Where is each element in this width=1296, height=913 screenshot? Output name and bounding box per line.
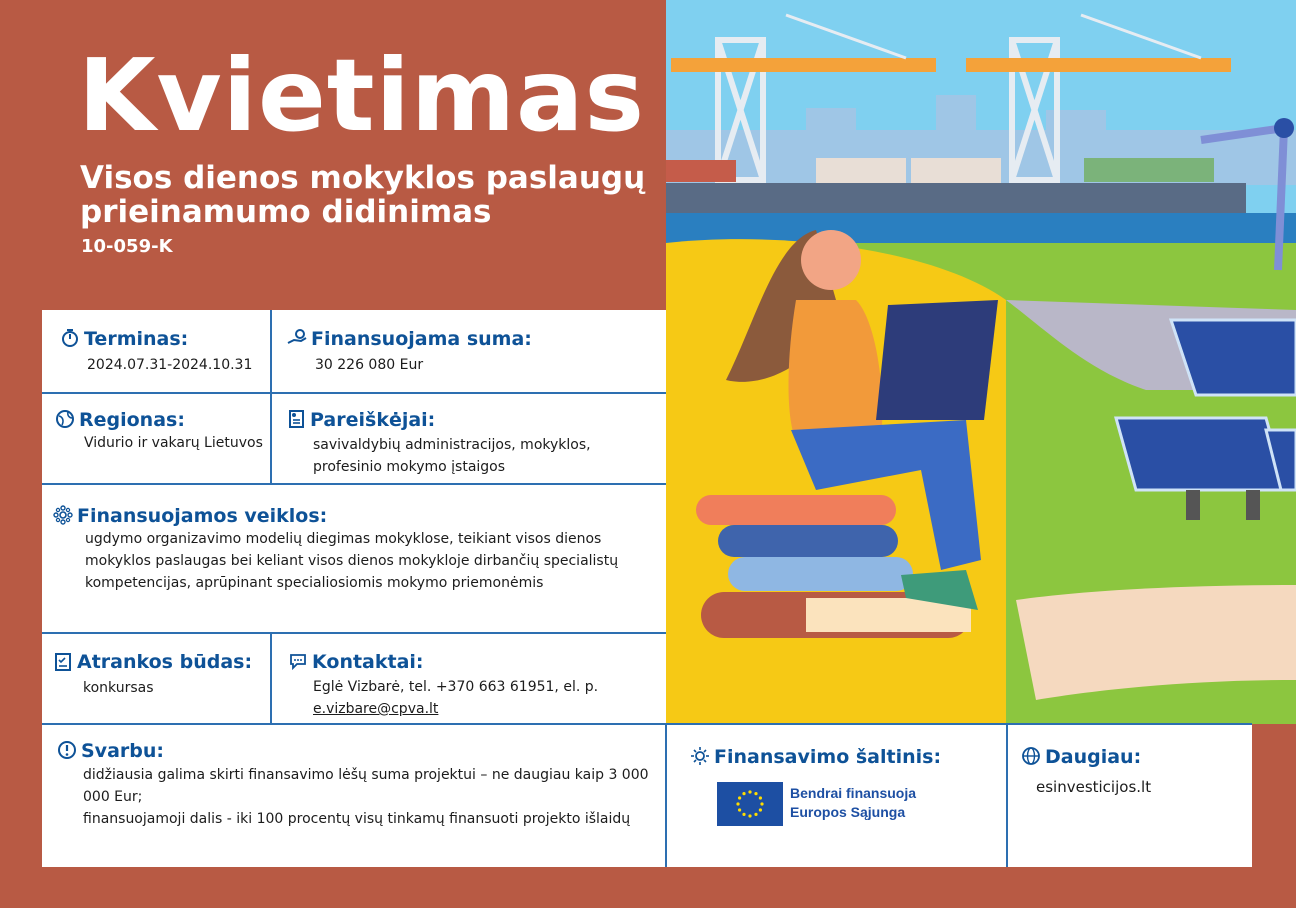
divider <box>42 723 1252 725</box>
veiklos-heading <box>53 505 327 527</box>
city-illustration <box>666 0 1296 724</box>
checklist-icon <box>53 651 73 671</box>
atranka-value: konkursas <box>83 680 154 696</box>
divider <box>270 632 272 724</box>
divider <box>42 632 666 634</box>
globe-icon <box>55 409 75 429</box>
veiklos-line-2: mokyklos paslaugas bei keliant visos dienos mokykloje dirbančių specialistų <box>85 553 619 569</box>
kontaktai-value <box>313 676 598 720</box>
hand-coin-icon <box>287 328 307 348</box>
svarbu-line-1: didžiausia galima skirti finansavimo lėšų suma projektui – ne daugiau kaip 3 000 <box>83 767 649 783</box>
pareiskejai-label: Pareiškėjai: <box>310 409 436 431</box>
daugiau-link[interactable]: esinvesticijos.lt <box>1036 778 1152 796</box>
regionas-heading <box>55 409 185 431</box>
kontaktai-label: Kontaktai: <box>312 651 424 673</box>
veiklos-line-3: kompetencijas, aprūpinant specialiosiomis mokymo priemonėmis <box>85 575 544 591</box>
veiklos-value <box>85 528 618 594</box>
saltinis-heading <box>690 746 941 768</box>
eu-line-1: Bendrai finansuoja <box>790 785 917 801</box>
saltinis-label: Finansavimo šaltinis: <box>714 746 942 768</box>
terminas-heading <box>60 328 188 350</box>
subtitle-line-2: prieinamumo didinimas <box>80 194 492 230</box>
veiklos-label: Finansuojamos veiklos: <box>77 505 328 527</box>
eu-flag-icon <box>717 782 783 826</box>
illustration <box>666 0 1296 724</box>
divider <box>665 724 667 867</box>
divider <box>1006 724 1008 867</box>
terminas-label: Terminas: <box>84 328 189 350</box>
finansuojama-suma-heading <box>287 328 532 350</box>
kontaktai-line-1: Eglė Vizbarė, tel. +370 663 61951, el. p. <box>313 679 599 695</box>
divider <box>270 310 272 484</box>
sun-gear-icon <box>690 746 710 766</box>
kontaktai-heading <box>288 651 424 673</box>
svarbu-line-2: 000 Eur; <box>83 789 143 805</box>
call-code: 10-059-K <box>81 236 173 257</box>
page-subtitle <box>80 161 660 229</box>
svarbu-line-3: finansuojamoji dalis - iki 100 procentų visų tinkamų finansuoti projekto išlaidų <box>83 811 631 827</box>
atranka-heading <box>53 651 252 673</box>
finansuojama-suma-label: Finansuojama suma: <box>311 328 532 350</box>
svarbu-heading <box>57 740 164 762</box>
page-title: Kvietimas <box>78 37 646 154</box>
pareiskejai-line-2: profesinio mokymo įstaigos <box>313 459 506 475</box>
terminas-value: 2024.07.31-2024.10.31 <box>87 357 253 373</box>
contact-email-link[interactable]: e.vizbare@cpva.lt <box>313 701 439 717</box>
www-globe-icon <box>1021 746 1041 766</box>
divider <box>42 392 666 394</box>
eu-funding-text <box>790 784 916 822</box>
subtitle-line-1: Visos dienos mokyklos paslaugų <box>80 160 646 196</box>
pareiskejai-heading <box>286 409 435 431</box>
bottom-strip <box>0 908 1296 913</box>
eu-line-2: Europos Sąjunga <box>790 804 906 820</box>
veiklos-line-1: ugdymo organizavimo modelių diegimas mokyklose, teikiant visos dienos <box>85 531 602 547</box>
exclamation-icon <box>57 740 77 760</box>
network-icon <box>53 505 73 525</box>
daugiau-heading <box>1021 746 1141 768</box>
regionas-value: Vidurio ir vakarų Lietuvos <box>84 435 263 451</box>
chat-icon <box>288 651 308 671</box>
divider <box>42 483 666 485</box>
stopwatch-icon <box>60 328 80 348</box>
svarbu-value <box>83 764 649 830</box>
document-person-icon <box>286 409 306 429</box>
atranka-label: Atrankos būdas: <box>77 651 253 673</box>
daugiau-label: Daugiau: <box>1045 746 1142 768</box>
regionas-label: Regionas: <box>79 409 185 431</box>
finansuojama-suma-value: 30 226 080 Eur <box>315 357 424 373</box>
pareiskejai-value <box>313 434 591 478</box>
pareiskejai-line-1: savivaldybių administracijos, mokyklos, <box>313 437 591 453</box>
svarbu-label: Svarbu: <box>81 740 164 762</box>
